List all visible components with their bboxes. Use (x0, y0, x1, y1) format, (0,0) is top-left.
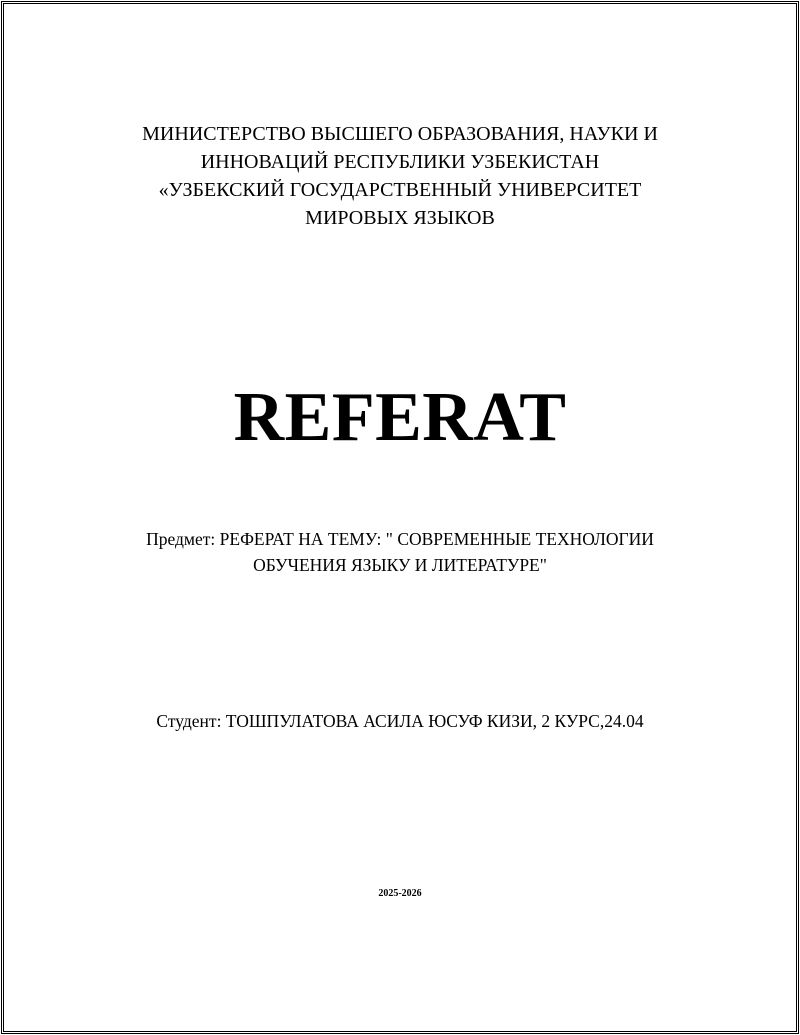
subject-text (0, 526, 800, 578)
ministry-line-2: ИННОВАЦИЙ РЕСПУБЛИКИ УЗБЕКИСТАН (200, 151, 600, 173)
subject-line-1: Предмет: РЕФЕРАТ НА ТЕМУ: " СОВРЕМЕННЫЕ ТЕХНОЛОГИИ (146, 529, 654, 549)
ministry-line-1: МИНИСТЕРСТВО ВЫСШЕГО ОБРАЗОВАНИЯ, НАУКИ И (142, 123, 658, 145)
ministry-line-3: «УЗБЕКСКИЙ ГОСУДАРСТВЕННЫЙ УНИВЕРСИТЕТ (158, 179, 642, 201)
subject-line-2: ОБУЧЕНИЯ ЯЗЫКУ И ЛИТЕРАТУРЕ" (253, 555, 547, 575)
academic-years: 2025-2026 (378, 888, 422, 899)
ministry-header (0, 120, 800, 232)
student-info: Студент: ТОШПУЛАТОВА АСИЛА ЮСУФ КИЗИ, 2 КУРС,24.04 (156, 711, 644, 731)
ministry-line-4: МИРОВЫХ ЯЗЫКОВ (305, 207, 495, 229)
document-title: REFERAT (233, 379, 567, 456)
